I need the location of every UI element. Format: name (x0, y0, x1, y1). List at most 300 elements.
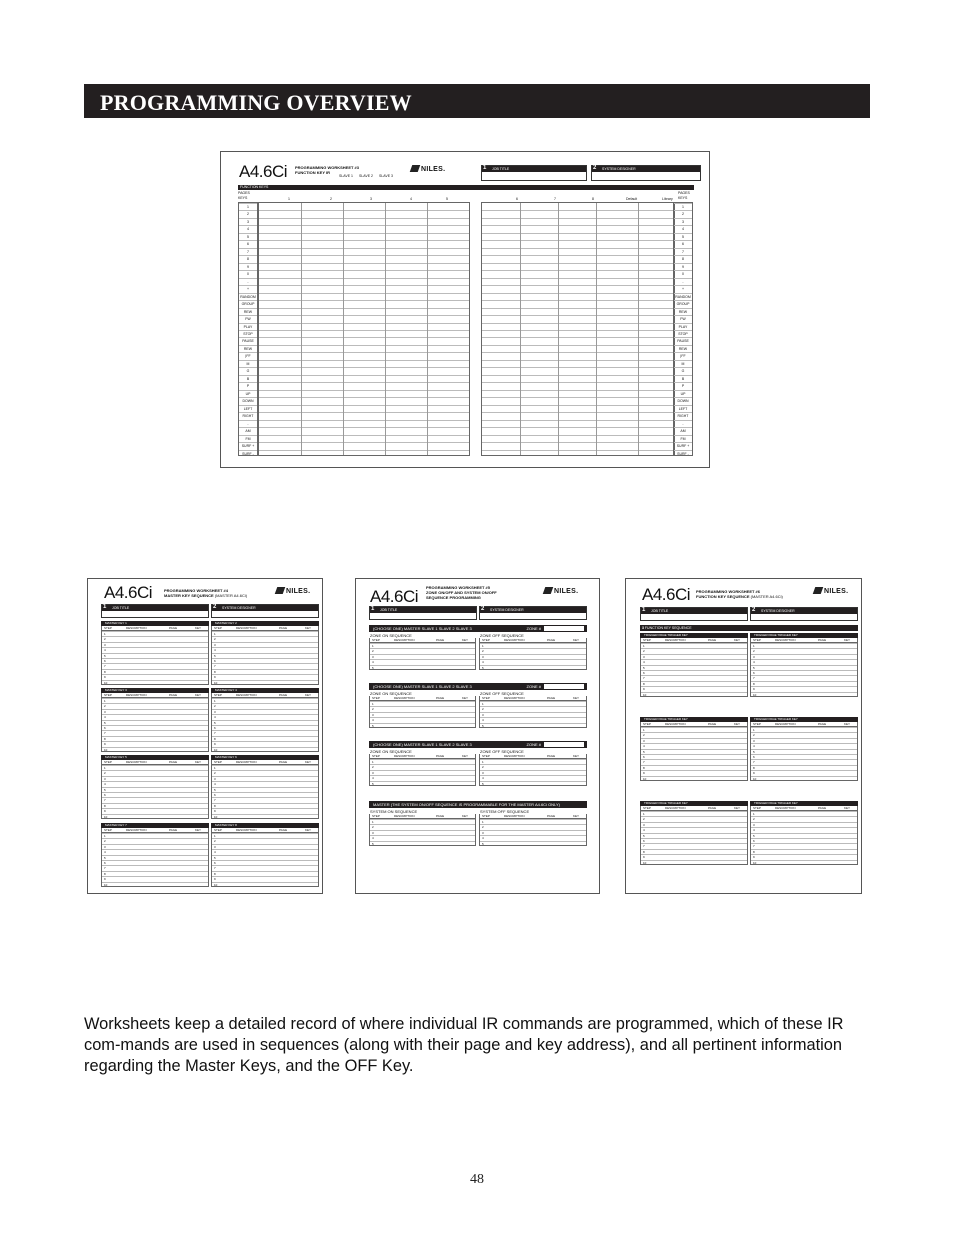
step-row: 7 (212, 730, 318, 735)
grid-row-line (259, 278, 469, 279)
page-col-label: PAGE (818, 806, 827, 810)
zone-off-label: ZONE OFF SEQUENCE (480, 633, 524, 638)
sequence-table (101, 688, 209, 752)
worksheet-title (164, 588, 247, 598)
grid-row-line (482, 210, 674, 211)
page-col-label: PAGE (818, 638, 827, 642)
worksheet-title-note: (MASTER A4.6Ci) (214, 593, 248, 598)
key-label: REW (239, 308, 257, 315)
worksheet-title-line1: PROGRAMMING WORKSHEET #5 (426, 585, 491, 590)
grid-row-line (482, 218, 674, 219)
niles-logo (814, 587, 848, 595)
step-row: 2 (480, 706, 586, 711)
step-row: 10 (751, 860, 857, 865)
grid-row-line (482, 278, 674, 279)
zone-choose-label: (CHOOSE ONE) MASTER SLAVE 1 SLAVE 2 SLAVE 3 (373, 742, 472, 747)
step-row: 10 (212, 747, 318, 752)
sequence-table (211, 755, 319, 819)
step-row: 5 (102, 855, 208, 860)
step-row: 2 (212, 770, 318, 775)
step-row: 2 (641, 648, 747, 653)
key-col-label: KEY (462, 696, 469, 700)
step-row: 5 (641, 749, 747, 754)
zone-sequence-header (369, 683, 587, 690)
step-row: 3 (212, 844, 318, 849)
sequence-table (211, 621, 319, 685)
step-row: 6 (751, 838, 857, 843)
step-row: 1 (370, 701, 475, 706)
key-label: B (674, 375, 692, 382)
sequence-table-header: TRIGGER PAGE TRIGGER KEY (750, 801, 858, 806)
grid-row-line (482, 390, 674, 391)
step-row: 4 (212, 849, 318, 854)
zone-sequence-header (369, 625, 587, 632)
step-row: 8 (641, 681, 747, 686)
key-label: |FF (239, 352, 257, 359)
grid-row-line (482, 367, 674, 368)
key-label: SURF + (239, 442, 257, 449)
step-row: 2 (102, 838, 208, 843)
key-label: 8 (674, 255, 692, 262)
step-row: 9 (751, 854, 857, 859)
grid-row-line (482, 397, 674, 398)
job-title-field: 1 JOB TITLE (481, 165, 587, 181)
step-row: 1 (102, 833, 208, 838)
step-row: 5 (212, 855, 318, 860)
sequence-table (369, 814, 476, 846)
grid-col-line (301, 203, 302, 455)
step-row: 9 (102, 741, 208, 746)
step-col-label: STEP (753, 722, 761, 726)
sequence-table (640, 633, 748, 697)
step-col-label: STEP (214, 626, 222, 630)
step-row: 6 (102, 725, 208, 730)
worksheet-3-thumbnail (220, 151, 710, 468)
step-row: 3 (641, 654, 747, 659)
page-col-4: 4 (410, 197, 412, 201)
step-col-label: STEP (643, 806, 651, 810)
description-col-label: DESCRIPTION (236, 760, 257, 764)
grid-row-line (259, 405, 469, 406)
system-designer-label: SYSTEM DESIGNER (761, 609, 795, 613)
step-row: 2 (102, 703, 208, 708)
sequence-table-header: MASTER KEY 5 (101, 755, 209, 760)
key-label: P (674, 382, 692, 389)
step-row: 1 (480, 643, 586, 648)
step-row: 8 (212, 669, 318, 674)
niles-wordmark: NILES. (824, 588, 849, 595)
key-label: UP (674, 390, 692, 397)
system-designer-field: 2 SYSTEM DESIGNER (211, 604, 319, 618)
zone-number-label: ZONE # (526, 626, 541, 631)
step-col-label: STEP (372, 638, 380, 642)
step-row: 3 (102, 642, 208, 647)
step-row: 1 (480, 819, 586, 824)
step-row: 1 (212, 833, 318, 838)
worksheet-title-line1: PROGRAMMING WORKSHEET #6 (696, 589, 761, 594)
step-row: 1 (480, 701, 586, 706)
page-col-library: Library (662, 197, 673, 201)
key-label: 0 (239, 270, 257, 277)
step-row: 10 (641, 692, 747, 697)
system-designer-field: 2 SYSTEM DESIGNER (750, 607, 858, 621)
page-number: 48 (470, 1172, 484, 1187)
key-label: DOWN (239, 397, 257, 404)
step-row: 3 (102, 776, 208, 781)
key-label: - (674, 278, 692, 285)
step-row: 7 (212, 797, 318, 802)
job-title-label: JOB TITLE (380, 608, 398, 612)
step-col-label: STEP (372, 696, 380, 700)
step-col-label: STEP (104, 760, 112, 764)
grid-row-line (259, 210, 469, 211)
system-designer-label: SYSTEM DESIGNER (602, 167, 636, 171)
step-row: 3 (212, 776, 318, 781)
grid-row-line (259, 240, 469, 241)
key-label: + (239, 285, 257, 292)
grid-row-line (482, 248, 674, 249)
step-row: 5 (212, 787, 318, 792)
grid-row-line (259, 375, 469, 376)
grid-row-line (259, 225, 469, 226)
system-on-label: SYSTEM ON SEQUENCE (370, 809, 418, 814)
step-row: 10 (102, 814, 208, 819)
step-row: 9 (751, 686, 857, 691)
key-label: PLAY (239, 323, 257, 330)
step-row: 3 (480, 770, 586, 775)
sequence-table-header: MASTER KEY 8 (211, 823, 319, 828)
description-col-label: DESCRIPTION (665, 722, 686, 726)
page-col-label: PAGE (279, 828, 288, 832)
step-row: 1 (370, 759, 475, 764)
grid-row-line (259, 263, 469, 264)
slave-1-checkbox-label: SLAVE 1 (339, 174, 353, 178)
grid-row-line (482, 293, 674, 294)
page-col-label: PAGE (708, 722, 717, 726)
key-col-label: KEY (844, 638, 851, 642)
key-label: 6 (674, 240, 692, 247)
grid-row-line (259, 390, 469, 391)
step-col-label: STEP (482, 696, 490, 700)
step-row: 1 (212, 698, 318, 703)
page-col-label: PAGE (169, 828, 178, 832)
step-row: 3 (751, 822, 857, 827)
sequence-table-header: MASTER KEY 1 (101, 621, 209, 626)
grid-row-line (259, 233, 469, 234)
step-row: 3 (751, 738, 857, 743)
step-row: 2 (370, 706, 475, 711)
page-col-default: Default (626, 197, 638, 201)
step-row: 4 (370, 717, 475, 722)
sequence-table-rows (750, 727, 858, 781)
key-label: RANDOM (675, 294, 691, 299)
step-row: 4 (480, 835, 586, 840)
sequence-table (369, 754, 476, 786)
description-col-label: DESCRIPTION (504, 754, 525, 758)
description-col-label: DESCRIPTION (504, 696, 525, 700)
step-row: 3 (641, 822, 747, 827)
step-col-label: STEP (753, 806, 761, 810)
zone-number-field (544, 684, 584, 689)
slave-3-checkbox-label: SLAVE 3 (379, 174, 393, 178)
key-label: |FF (674, 352, 692, 359)
step-row: 2 (102, 770, 208, 775)
grid-row-line (259, 420, 469, 421)
grid-row-line (482, 412, 674, 413)
zone-on-label: ZONE ON SEQUENCE (370, 691, 412, 696)
step-row: 3 (751, 654, 857, 659)
job-title-label: JOB TITLE (492, 167, 510, 171)
grid-row-line (482, 255, 674, 256)
grid-row-line (259, 315, 469, 316)
key-label: FM (239, 435, 257, 442)
step-col-label: STEP (482, 638, 490, 642)
step-row: 5 (370, 781, 475, 786)
step-row: 9 (641, 686, 747, 691)
key-label: REW (674, 345, 692, 352)
page-col-2: 2 (330, 197, 332, 201)
page-title: PROGRAMMING OVERVIEW (100, 90, 412, 115)
step-col-label: STEP (214, 693, 222, 697)
grid-row-line (259, 330, 469, 331)
key-col-label: KEY (573, 754, 580, 758)
key-label: 4 (674, 225, 692, 232)
key-col-label: KEY (195, 626, 202, 630)
niles-mark-icon (543, 587, 554, 594)
key-label: PLAY (674, 323, 692, 330)
description-col-label: DESCRIPTION (504, 814, 525, 818)
key-label: SURF - (239, 450, 257, 457)
grid-row-line (482, 382, 674, 383)
sequence-table (750, 633, 858, 697)
key-label: M (674, 360, 692, 367)
step-col-label: STEP (372, 754, 380, 758)
step-row: 9 (212, 741, 318, 746)
grid-row-line (482, 345, 674, 346)
grid-row-line (482, 225, 674, 226)
grid-row-line (259, 442, 469, 443)
worksheet-5-thumbnail (355, 578, 600, 894)
key-label: STOP (674, 330, 692, 337)
step-row: 7 (212, 663, 318, 668)
step-row: 9 (102, 876, 208, 881)
key-label: M (239, 360, 257, 367)
page-col-label: PAGE (547, 696, 556, 700)
worksheet-title-line2: FUNCTION KEY IR (295, 170, 331, 175)
step-row: 7 (102, 730, 208, 735)
description-col-label: DESCRIPTION (126, 626, 147, 630)
function-key-sequence-bar: 3 FUNCTION KEY SEQUENCE (640, 625, 858, 631)
grid-col-line (343, 203, 344, 455)
grid-row-line (482, 300, 674, 301)
step-row: 3 (102, 844, 208, 849)
step-row: 5 (102, 653, 208, 658)
description-col-label: DESCRIPTION (394, 696, 415, 700)
step-row: 10 (641, 860, 747, 865)
description-col-label: DESCRIPTION (504, 638, 525, 642)
page-col-label: PAGE (436, 754, 445, 758)
key-label: 3 (674, 218, 692, 225)
page-col-label: PAGE (279, 626, 288, 630)
key-label: SURF - (674, 450, 692, 457)
grid-row-line (259, 255, 469, 256)
worksheet-title-line3: SEQUENCE PROGRAMMING (426, 595, 481, 600)
step-row: 2 (370, 648, 475, 653)
step-row: 7 (641, 759, 747, 764)
sequence-table-header: TRIGGER PAGE TRIGGER KEY (640, 633, 748, 638)
step-row: 8 (751, 765, 857, 770)
sequence-table-rows (640, 811, 748, 865)
key-label: B (239, 375, 257, 382)
step-row: 1 (641, 643, 747, 648)
sequence-table-rows (479, 701, 587, 728)
key-label: AM (674, 427, 692, 434)
grid-row-line (259, 300, 469, 301)
grid-row-line (482, 263, 674, 264)
grid-col-line (520, 203, 521, 455)
zone-number-field (544, 626, 584, 631)
step-row: 3 (212, 709, 318, 714)
description-col-label: DESCRIPTION (775, 638, 796, 642)
step-row: 2 (751, 648, 857, 653)
step-row: 10 (212, 814, 318, 819)
key-col-label: KEY (195, 760, 202, 764)
step-row: 5 (480, 781, 586, 786)
step-row: 3 (370, 712, 475, 717)
step-row: 10 (212, 882, 318, 887)
step-row: 8 (102, 669, 208, 674)
ir-grid-left (258, 202, 470, 456)
system-designer-field: 2 SYSTEM DESIGNER (479, 606, 587, 620)
key-label: SURF + (674, 442, 692, 449)
zone-choose-label: (CHOOSE ONE) MASTER SLAVE 1 SLAVE 2 SLAVE 3 (373, 684, 472, 689)
step-row: 1 (212, 765, 318, 770)
description-col-label: DESCRIPTION (126, 693, 147, 697)
step-row: 4 (370, 835, 475, 840)
sequence-table-rows (211, 765, 319, 819)
step-row: 6 (212, 658, 318, 663)
step-row: 2 (370, 764, 475, 769)
grid-row-line (482, 233, 674, 234)
description-col-label: DESCRIPTION (394, 814, 415, 818)
key-col-label: KEY (305, 626, 312, 630)
step-row: 8 (751, 681, 857, 686)
sequence-table-rows (369, 701, 476, 728)
sequence-table-rows (369, 819, 476, 846)
step-row: 4 (751, 743, 857, 748)
step-row: 2 (212, 636, 318, 641)
worksheet-title-line2: MASTER KEY SEQUENCE (164, 593, 214, 598)
sequence-table (640, 717, 748, 781)
grid-row-line (259, 345, 469, 346)
sequence-table-rows (101, 698, 209, 752)
step-row: 1 (751, 643, 857, 648)
page-col-label: PAGE (169, 693, 178, 697)
grid-row-line (259, 337, 469, 338)
key-label: FM (674, 435, 692, 442)
grid-row-line (259, 367, 469, 368)
step-row: 6 (212, 860, 318, 865)
sequence-table (101, 823, 209, 887)
zone-off-label: ZONE OFF SEQUENCE (480, 749, 524, 754)
step-row: 2 (212, 838, 318, 843)
key-label: - (239, 278, 257, 285)
step-row: 4 (102, 781, 208, 786)
ir-grid-right (481, 202, 675, 456)
step-row: 5 (102, 720, 208, 725)
sequence-table-rows (750, 811, 858, 865)
step-row: 9 (751, 770, 857, 775)
system-off-label: SYSTEM OFF SEQUENCE (480, 809, 530, 814)
key-label: 6 (239, 240, 257, 247)
keys-label-left: KEYS (238, 196, 248, 200)
grid-row-line (259, 308, 469, 309)
sequence-table (101, 621, 209, 685)
step-row: 5 (641, 665, 747, 670)
step-row: 6 (641, 754, 747, 759)
key-label: UP (239, 390, 257, 397)
step-row: 5 (641, 833, 747, 838)
grid-row-line (482, 240, 674, 241)
step-row: 7 (751, 843, 857, 848)
sequence-table (640, 801, 748, 865)
step-row: 6 (102, 860, 208, 865)
function-key-sequence-label: FUNCTION KEY SEQUENCE (644, 626, 692, 630)
key-label: STOP (239, 330, 257, 337)
niles-wordmark: NILES. (286, 588, 311, 595)
sequence-table (750, 717, 858, 781)
sequence-table-rows (750, 643, 858, 697)
step-row: 4 (102, 714, 208, 719)
grid-row-line (259, 397, 469, 398)
sequence-table-header: MASTER KEY 2 (211, 621, 319, 626)
step-row: 3 (370, 770, 475, 775)
function-keys-bar: FUNCTION KEYS (238, 185, 694, 190)
sequence-table (369, 638, 476, 670)
step-row: 2 (102, 636, 208, 641)
keys-label-right: KEYS (678, 196, 688, 200)
page-col-3: 3 (370, 197, 372, 201)
step-row: 8 (212, 736, 318, 741)
step-row: 7 (751, 675, 857, 680)
grid-row-line (482, 360, 674, 361)
step-col-label: STEP (372, 814, 380, 818)
step-row: 8 (102, 803, 208, 808)
page-col-label: PAGE (279, 693, 288, 697)
key-label: 1 (239, 203, 257, 210)
zone-sequence-header (369, 741, 587, 748)
grid-row-line (259, 270, 469, 271)
system-designer-label: SYSTEM DESIGNER (222, 606, 256, 610)
sequence-table-rows (369, 643, 476, 670)
job-title-field: 1 JOB TITLE (369, 606, 477, 620)
step-row: 6 (102, 792, 208, 797)
key-label: GROUP (239, 300, 257, 307)
sequence-table-header: TRIGGER PAGE TRIGGER KEY (640, 801, 748, 806)
grid-row-line (482, 270, 674, 271)
step-row: 9 (212, 674, 318, 679)
sequence-table-rows (101, 631, 209, 685)
key-label: 1 (674, 203, 692, 210)
key-label: 9 (239, 263, 257, 270)
step-row: 4 (641, 827, 747, 832)
sequence-table-header: MASTER KEY 4 (211, 688, 319, 693)
step-row: 7 (212, 865, 318, 870)
key-col-label: KEY (462, 814, 469, 818)
worksheet-6-thumbnail (625, 578, 862, 894)
step-row: 3 (480, 830, 586, 835)
step-row: 2 (480, 824, 586, 829)
